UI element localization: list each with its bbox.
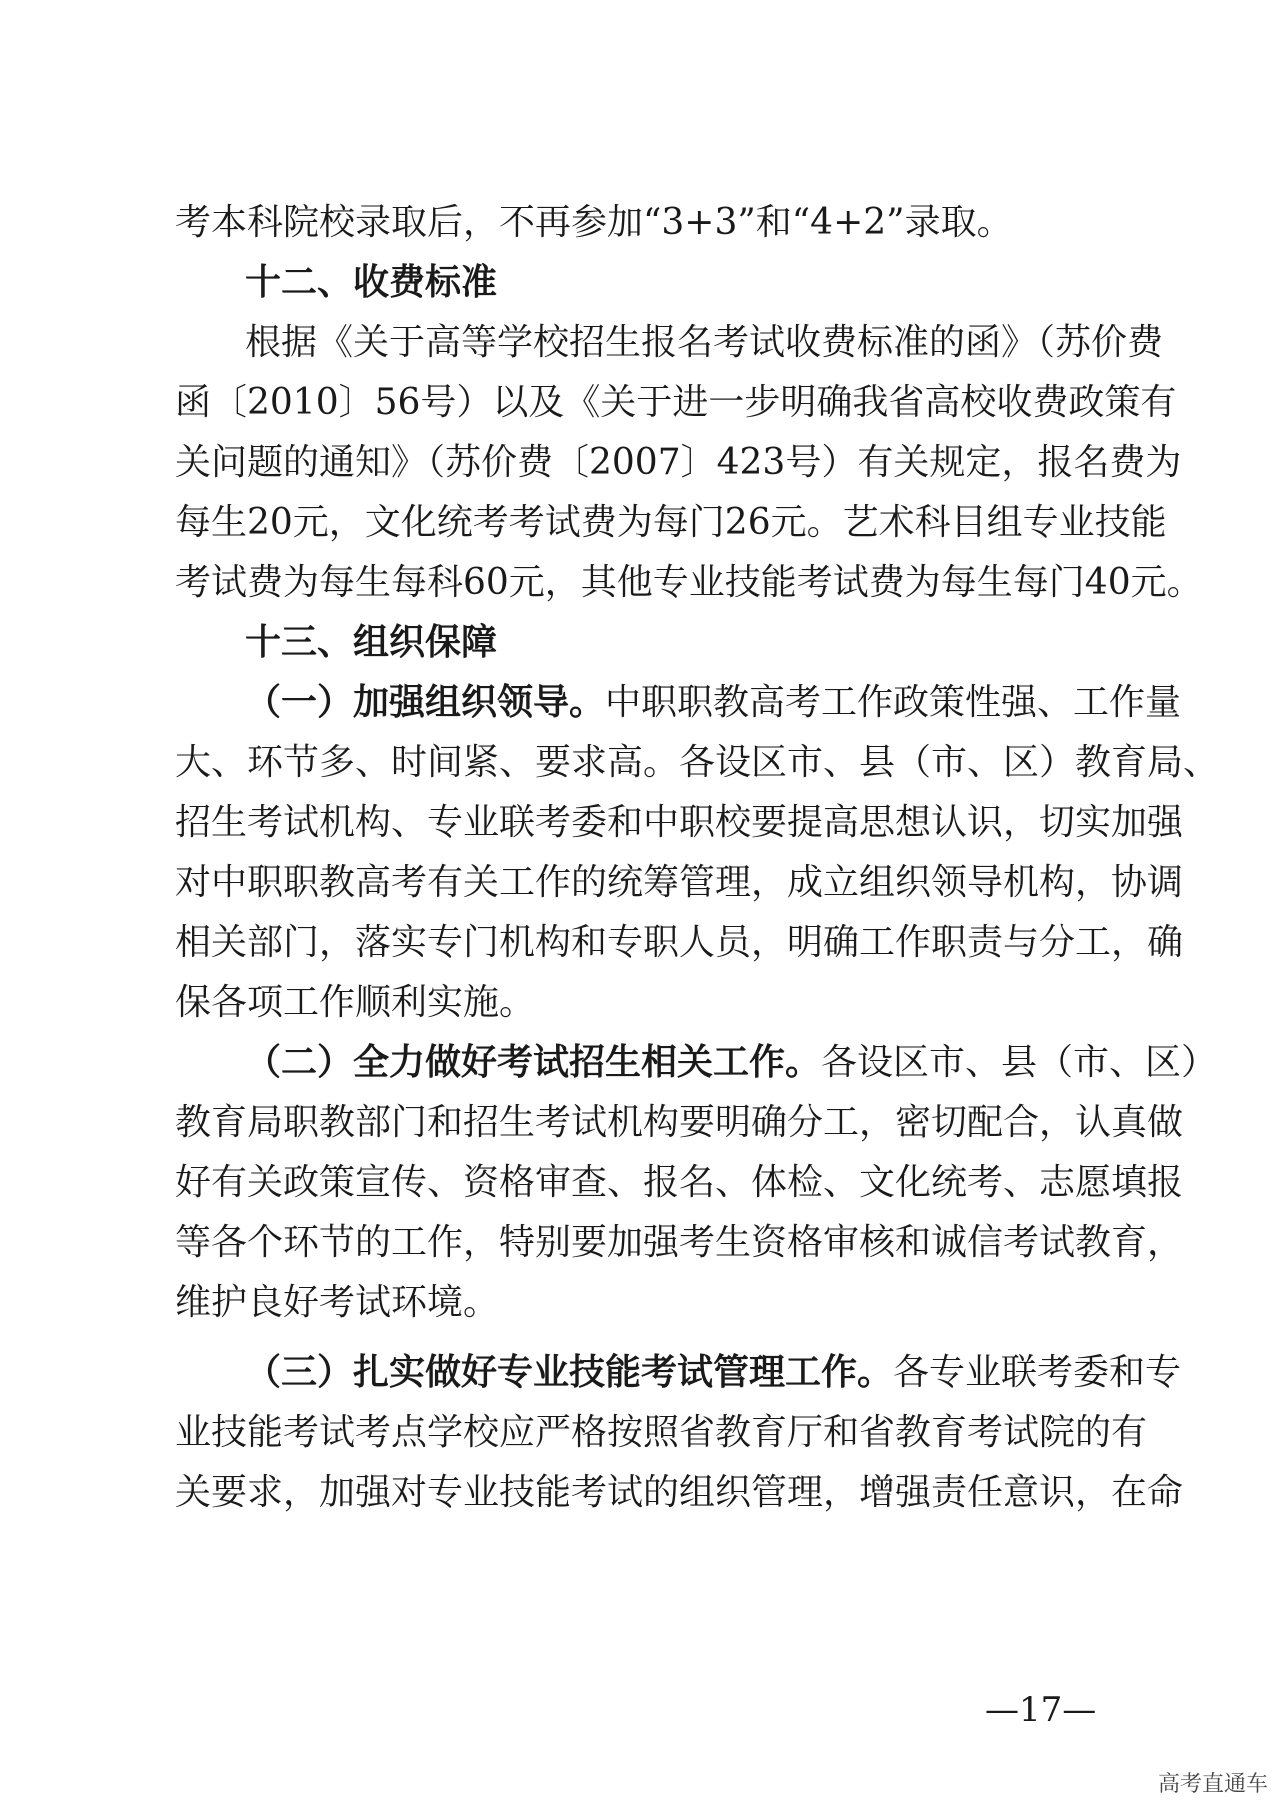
text-line: 等各个环节的工作，特别要加强考生资格审核和诚信考试教育， (175, 1222, 1184, 1263)
item-1-text: 中职职教高考工作政策性强、工作量 (605, 682, 1182, 723)
text-line: 教育局职教部门和招生考试机构要明确分工，密切配合，认真做 (175, 1102, 1184, 1143)
text-line: 函〔2010〕56号）以及《关于进一步明确我省高校收费政策有 (175, 382, 1177, 423)
text-line: 相关部门，落实专门机构和专职人员，明确工作职责与分工，确 (175, 922, 1184, 963)
text-line: 关要求，加强对专业技能考试的组织管理，增强责任意识，在命 (175, 1472, 1184, 1513)
text-line: 对中职职教高考有关工作的统筹管理，成立组织领导机构，协调 (175, 862, 1184, 903)
text-line: 根据《关于高等学校招生报名考试收费标准的函》（苏价费 (245, 322, 1164, 363)
text-line: 招生考试机构、专业联考委和中职校要提高思想认识，切实加强 (175, 802, 1184, 843)
text-line: 好有关政策宣传、资格审查、报名、体检、文化统考、志愿填报 (175, 1162, 1184, 1203)
section-heading-12: 十二、收费标准 (245, 262, 498, 303)
text-line: 业技能考试考点学校应严格按照省教育厅和省教育考试院的有 (175, 1412, 1148, 1453)
text-line: 维护良好考试环境。 (175, 1282, 500, 1323)
section-heading-13: 十三、组织保障 (245, 622, 498, 663)
text-line: 考试费为每生每科60元，其他专业技能考试费为每生每门40元。 (175, 562, 1203, 603)
text-line: 关问题的通知》（苏价费〔2007〕423号）有关规定，报名费为 (175, 442, 1182, 483)
text-line: 考本科院校录取后，不再参加“3+3”和“4+2”录取。 (175, 202, 1013, 243)
page-number: —17— (985, 1690, 1097, 1730)
text-line: 每生20元，文化统考考试费为每门26元。艺术科目组专业技能 (175, 502, 1167, 543)
text-line: 大、环节多、时间紧、要求高。各设区市、县（市、区）教育局、 (175, 742, 1220, 783)
item-3-first-line (245, 1343, 1182, 1403)
watermark-label: 高考直通车 (1157, 1772, 1268, 1797)
item-3-text: 各专业联考委和专 (893, 1352, 1182, 1393)
item-1-first-line (245, 673, 1182, 733)
item-1-title: （一）加强组织领导。 (245, 682, 606, 723)
item-2-first-line (245, 1033, 1218, 1093)
item-2-title: （二）全力做好考试招生相关工作。 (245, 1042, 822, 1083)
item-2-text: 各设区市、县（市、区） (821, 1042, 1218, 1083)
text-line: 保各项工作顺利实施。 (175, 982, 536, 1023)
item-3-title: （三）扎实做好专业技能考试管理工作。 (245, 1352, 894, 1393)
